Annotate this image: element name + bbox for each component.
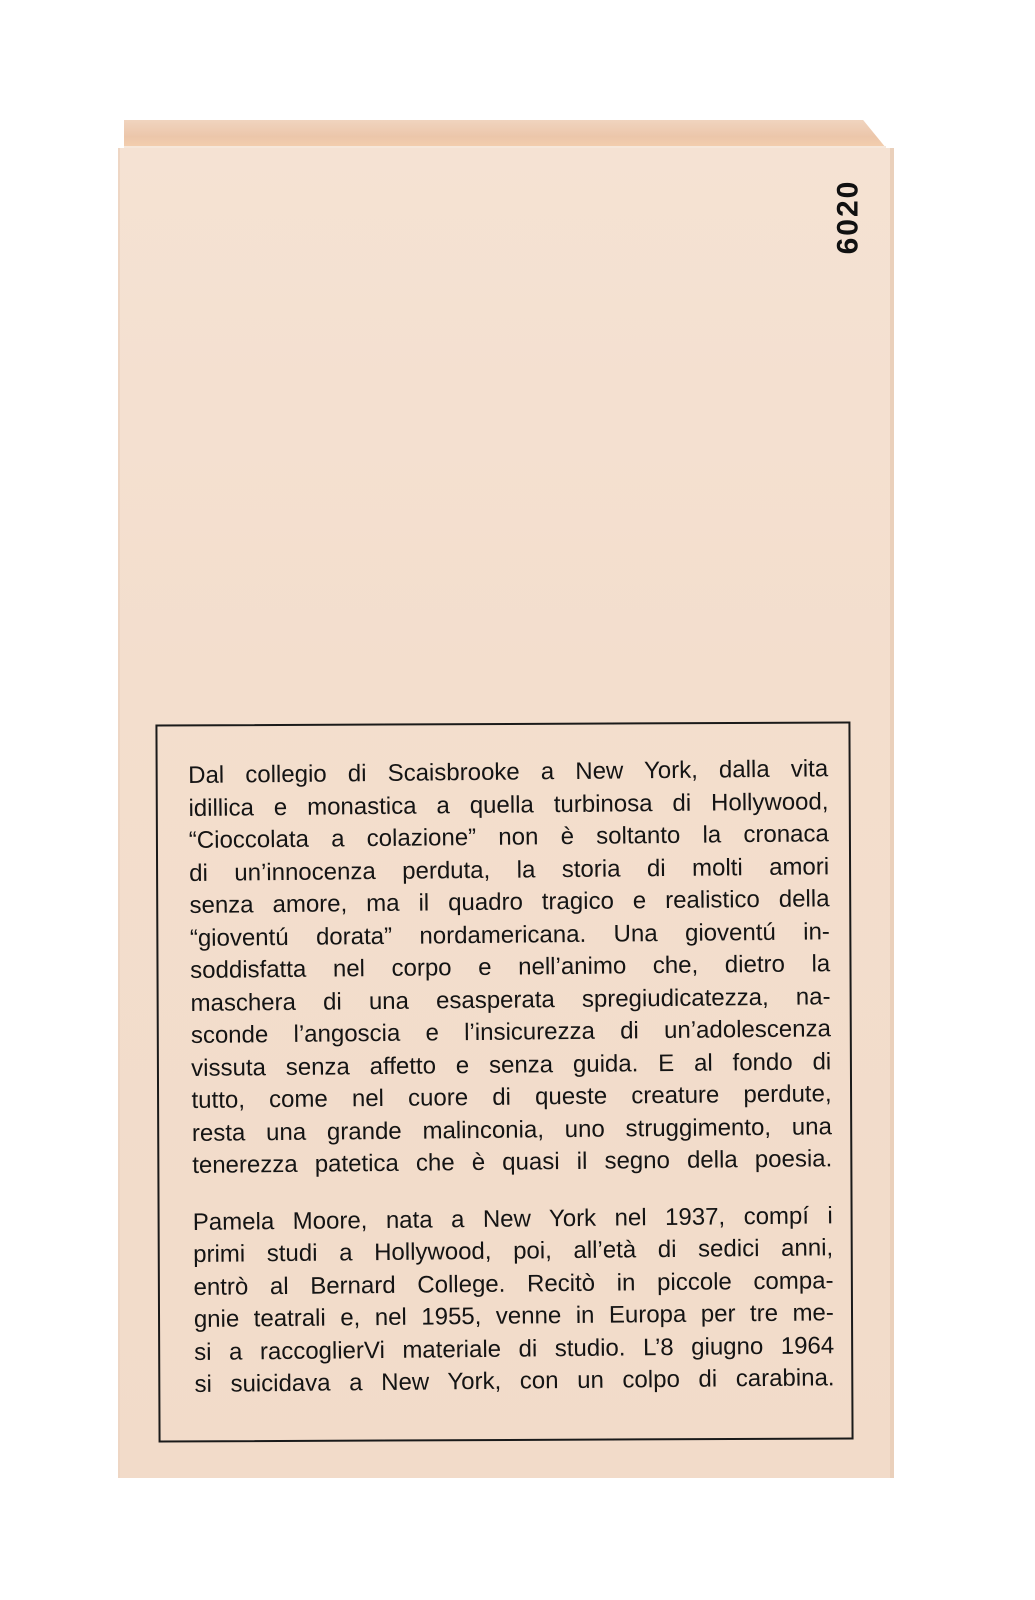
text-line: maschera di una esasperata spregiudicatezza, na-: [190, 982, 831, 1017]
text-line: idillica e monastica a quella turbinosa di Hollywood,: [188, 787, 829, 822]
text-line: “Cioccolata a colazione” non è soltanto la cronaca: [188, 820, 829, 854]
text-line: gnie teatrali e, nel 1955, venne in Europa per tre me-: [193, 1299, 834, 1333]
blurb-text: [188, 753, 835, 1401]
text-line: sconde l’angoscia e l’insicurezza di un’adolescenza: [190, 1015, 831, 1049]
text-line: entrò al Bernard College. Recitò in piccole compa-: [193, 1266, 834, 1301]
text-line: primi studi a Hollywood, poi, all’età di sedici anni,: [193, 1234, 834, 1268]
catalog-number: [818, 172, 878, 262]
text-line: si a raccoglierVi materiale di studio. L’8 giugno 1964: [194, 1331, 835, 1366]
author-bio-paragraph: [193, 1200, 835, 1402]
text-line: “gioventú dorata” nordamericana. Una gioventú in-: [189, 917, 830, 952]
text-line: vissuta senza affetto e senza guida. E al fondo di: [191, 1047, 832, 1082]
text-line: di un’innocenza perduta, la storia di molti amori: [189, 852, 830, 887]
text-line: tutto, come nel cuore di queste creature perdute,: [191, 1080, 832, 1114]
summary-paragraph: [188, 753, 832, 1182]
text-line: soddisfatta nel corpo e nell’animo che, dietro la: [190, 950, 831, 984]
text-line: resta una grande malinconia, uno struggimento, una: [191, 1112, 833, 1147]
text-line: Dal collegio di Scaisbrooke a New York, dalla vita: [188, 755, 829, 789]
text-line: si suicidava a New York, con un colpo di carabina.: [194, 1364, 835, 1398]
text-line: senza amore, ma il quadro tragico e realistico della: [189, 885, 830, 919]
text-line: Pamela Moore, nata a New York nel 1937, compí i: [192, 1201, 833, 1236]
book-top-edge: [124, 120, 886, 148]
text-line: tenerezza patetica che è quasi il segno della poesia.: [192, 1145, 833, 1179]
catalog-number-text: 6020: [831, 179, 864, 255]
